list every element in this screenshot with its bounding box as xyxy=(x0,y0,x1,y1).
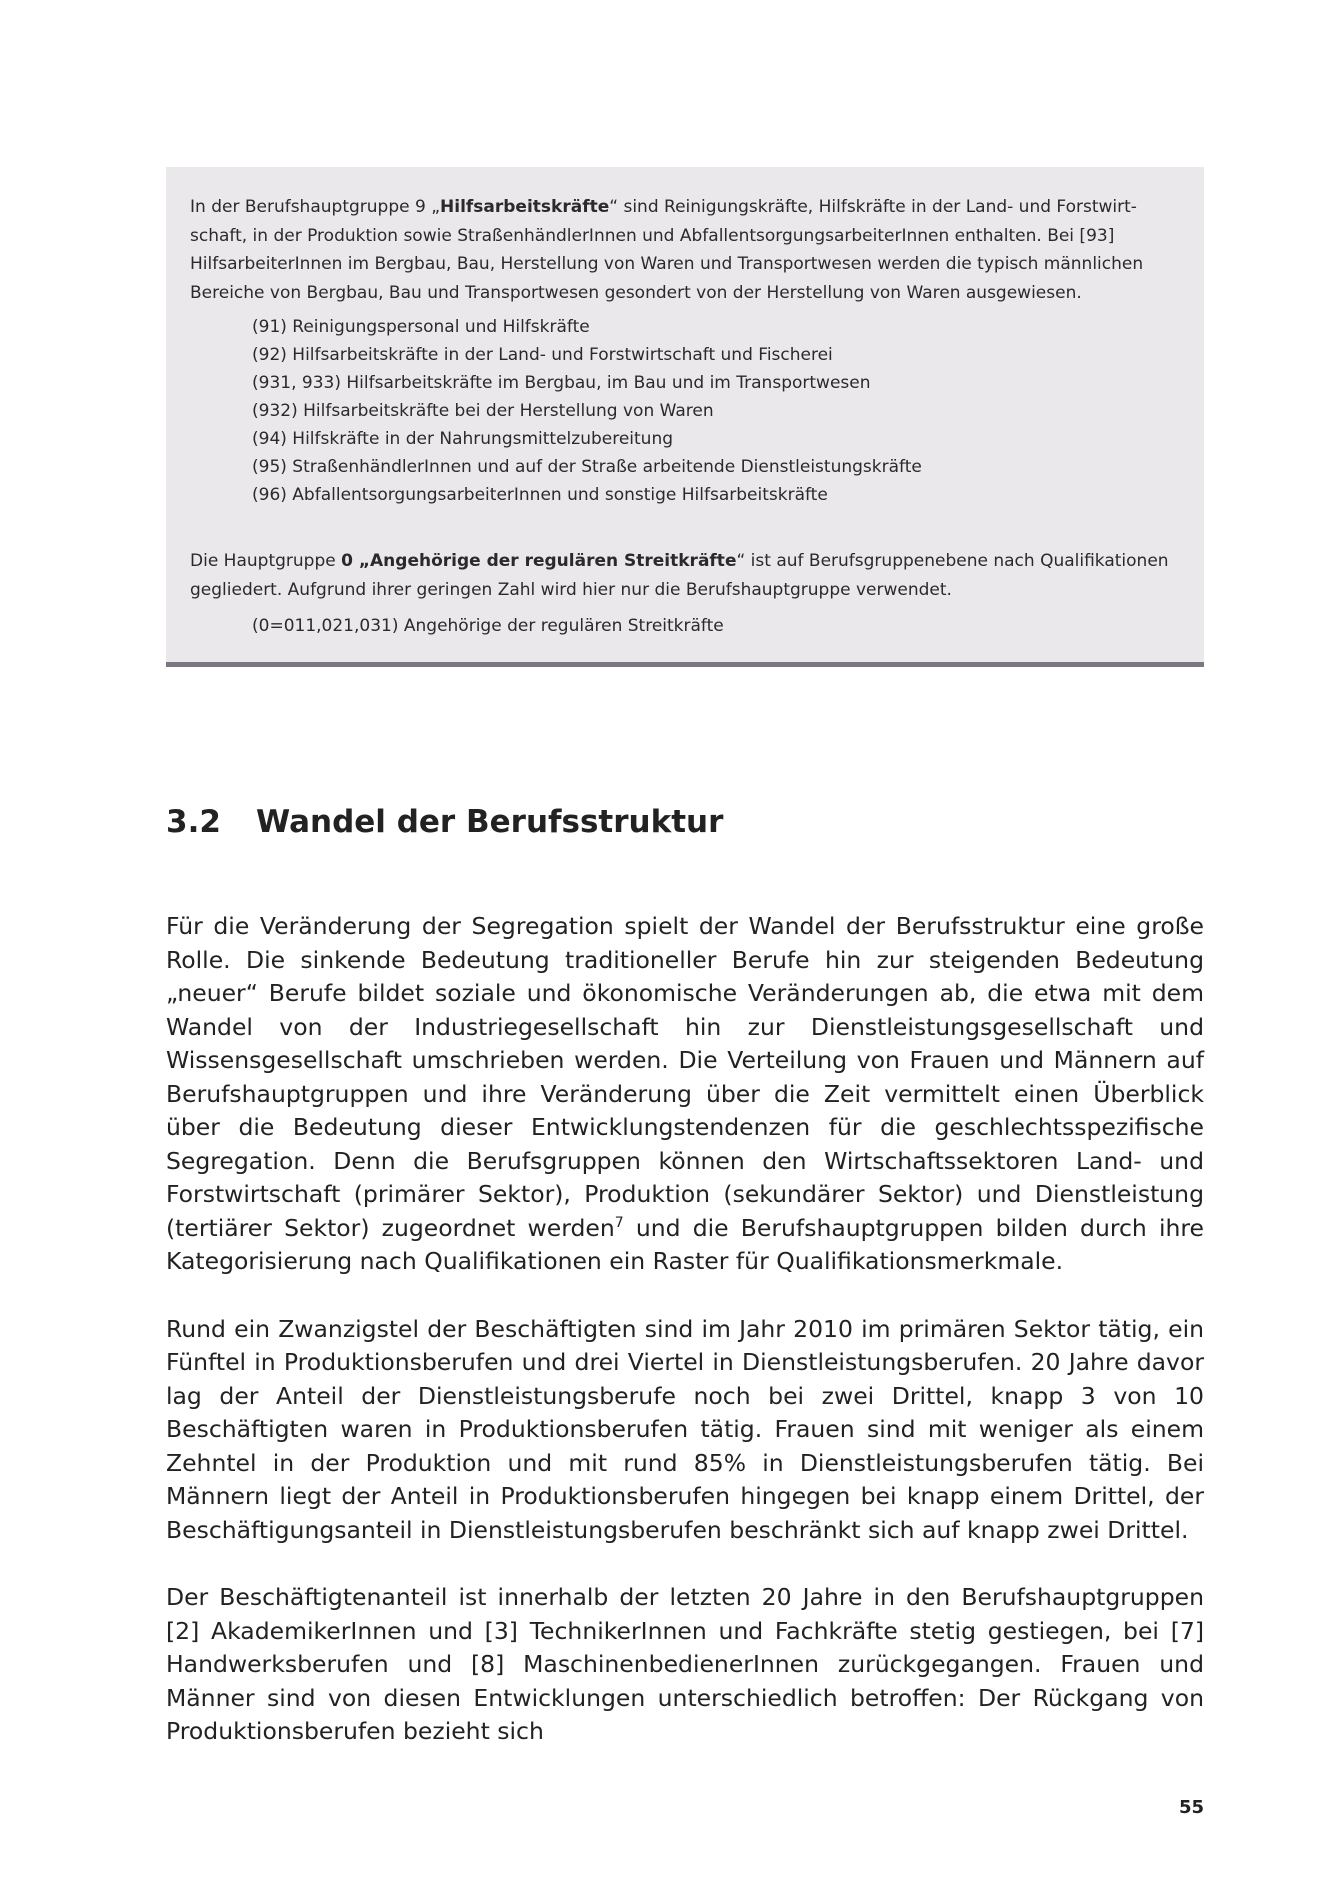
body-paragraph-1 xyxy=(166,910,1204,1279)
footnote-marker[interactable]: 7 xyxy=(614,1214,624,1231)
body-paragraph-1-text: Für die Veränderung der Segregation spielt der Wandel der Berufsstruktur eine große Rolle. Die sinkende Bedeutung traditioneller Berufe hin zur steigenden Bedeutung „neuer“ Berufe bildet soziale und ökonomische Veränderungen ab, die etwa mit dem Wandel von der Industriegesellschaft hin zur Dienstleistungsgesellschaft und Wissensgesellschaft umschrieben werden. Die Verteilung von Frauen und Männern auf Berufshauptgruppen und ihre Veränderung über die Zeit vermittelt einen Überblick über die Bedeutung dieser Entwicklungstendenzen für die geschlechtsspezifische Segregation. Denn die Berufsgruppen können den Wirtschaftssektoren Land- und Forstwirtschaft (primärer Sektor), Produktion (sekundärer Sektor) und Dienstleistung (tertiärer Sektor) zugeordnet werden xyxy=(166,912,1204,1242)
section-number: 3.2 xyxy=(166,804,221,840)
list-item: (95) StraßenhändlerInnen und auf der Straße arbeitende Dienstleistungskräfte xyxy=(252,457,922,477)
list-item: (94) Hilfskräfte in der Nahrungsmittelzubereitung xyxy=(252,429,674,449)
info-paragraph-1-text: In der Berufshauptgruppe 9 „ xyxy=(190,197,441,217)
info-box xyxy=(166,167,1204,667)
body-text xyxy=(166,910,1204,1783)
info-paragraph-1-bold: Hilfsarbeitskräfte xyxy=(440,197,610,217)
body-paragraph-1-text-cont: und die Berufshauptgruppen bilden durch ihre Kategorisierung nach Qualifikationen ein Raster für Qualifikationsmerkmale. xyxy=(166,1213,1204,1275)
info-paragraph-2-text-cont: “ ist auf Berufsgruppenebene nach Qualifikationen gegliedert. Aufgrund ihrer geringen Zahl wird hier nur die Berufshauptgruppe verwendet. xyxy=(190,551,1169,600)
info-paragraph-2-text: Die Hauptgruppe xyxy=(190,551,342,571)
list-item: (96) AbfallentsorgungsarbeiterInnen und sonstige Hilfsarbeitskräfte xyxy=(252,485,828,505)
page-number: 55 xyxy=(1178,1797,1204,1818)
info-paragraph-2-bold: 0 „Angehörige der regulären Streitkräfte xyxy=(341,551,737,571)
info-paragraph-1 xyxy=(190,193,1180,307)
list-item: (91) Reinigungspersonal und Hilfskräfte xyxy=(252,317,590,337)
body-paragraph-3: Der Beschäftigtenanteil ist innerhalb der letzten 20 Jahre in den Berufshauptgruppen [2] AkademikerInnen und [3] TechnikerInnen und Fachkräfte stetig gestiegen, bei [7] Handwerksberufen und [8] MaschinenbedienerInnen zurückgegangen. Frauen und Männer sind von diesen Entwicklungen unterschiedlich betroffen: Der Rückgang von Produktionsberufen bezieht sich xyxy=(166,1583,1204,1745)
section-title: Wandel der Berufsstruktur xyxy=(256,804,724,840)
section-heading xyxy=(166,800,723,844)
info-paragraph-1-text-cont: “ sind Reinigungskräfte, Hilfskräfte in der Land- und Forstwirtschaft, in der Produktion sowie StraßenhändlerInnen und AbfallentsorgungsarbeiterInnen enthalten. Bei [93] HilfsarbeiterInnen im Bergbau, Bau, Herstellung von Waren und Transportwesen werden die typisch männlichen Bereiche von Bergbau, Bau und Transportwesen gesondert von der Herstellung von Waren ausgewiesen. xyxy=(190,197,1144,303)
info-paragraph-2 xyxy=(190,547,1180,604)
info-single-item: (0=011,021,031) Angehörige der regulären Streitkräfte xyxy=(252,616,724,636)
list-item: (931, 933) Hilfsarbeitskräfte im Bergbau, im Bau und im Transportwesen xyxy=(252,373,871,393)
list-item: (932) Hilfsarbeitskräfte bei der Herstellung von Waren xyxy=(252,401,714,421)
body-paragraph-2: Rund ein Zwanzigstel der Beschäftigten sind im Jahr 2010 im primären Sektor tätig, ein Fünftel in Produktionsberufen und drei Viertel in Dienstleistungsberufen. 20 Jahre davor lag der Anteil der Dienstleistungsberufe noch bei zwei Drittel, knapp 3 von 10 Beschäftigten waren in Produktionsberufen tätig. Frauen sind mit weniger als einem Zehntel in der Produktion und mit rund 85% in Dienstleistungsberufen tätig. Bei Männern liegt der Anteil in Produktionsberufen hingegen bei knapp einem Drittel, der Beschäftigungsanteil in Dienstleistungsberufen beschränkt sich auf knapp zwei Drittel. xyxy=(166,1314,1204,1544)
list-item: (92) Hilfsarbeitskräfte in der Land- und Forstwirtschaft und Fischerei xyxy=(252,345,833,365)
info-list xyxy=(190,313,1180,509)
